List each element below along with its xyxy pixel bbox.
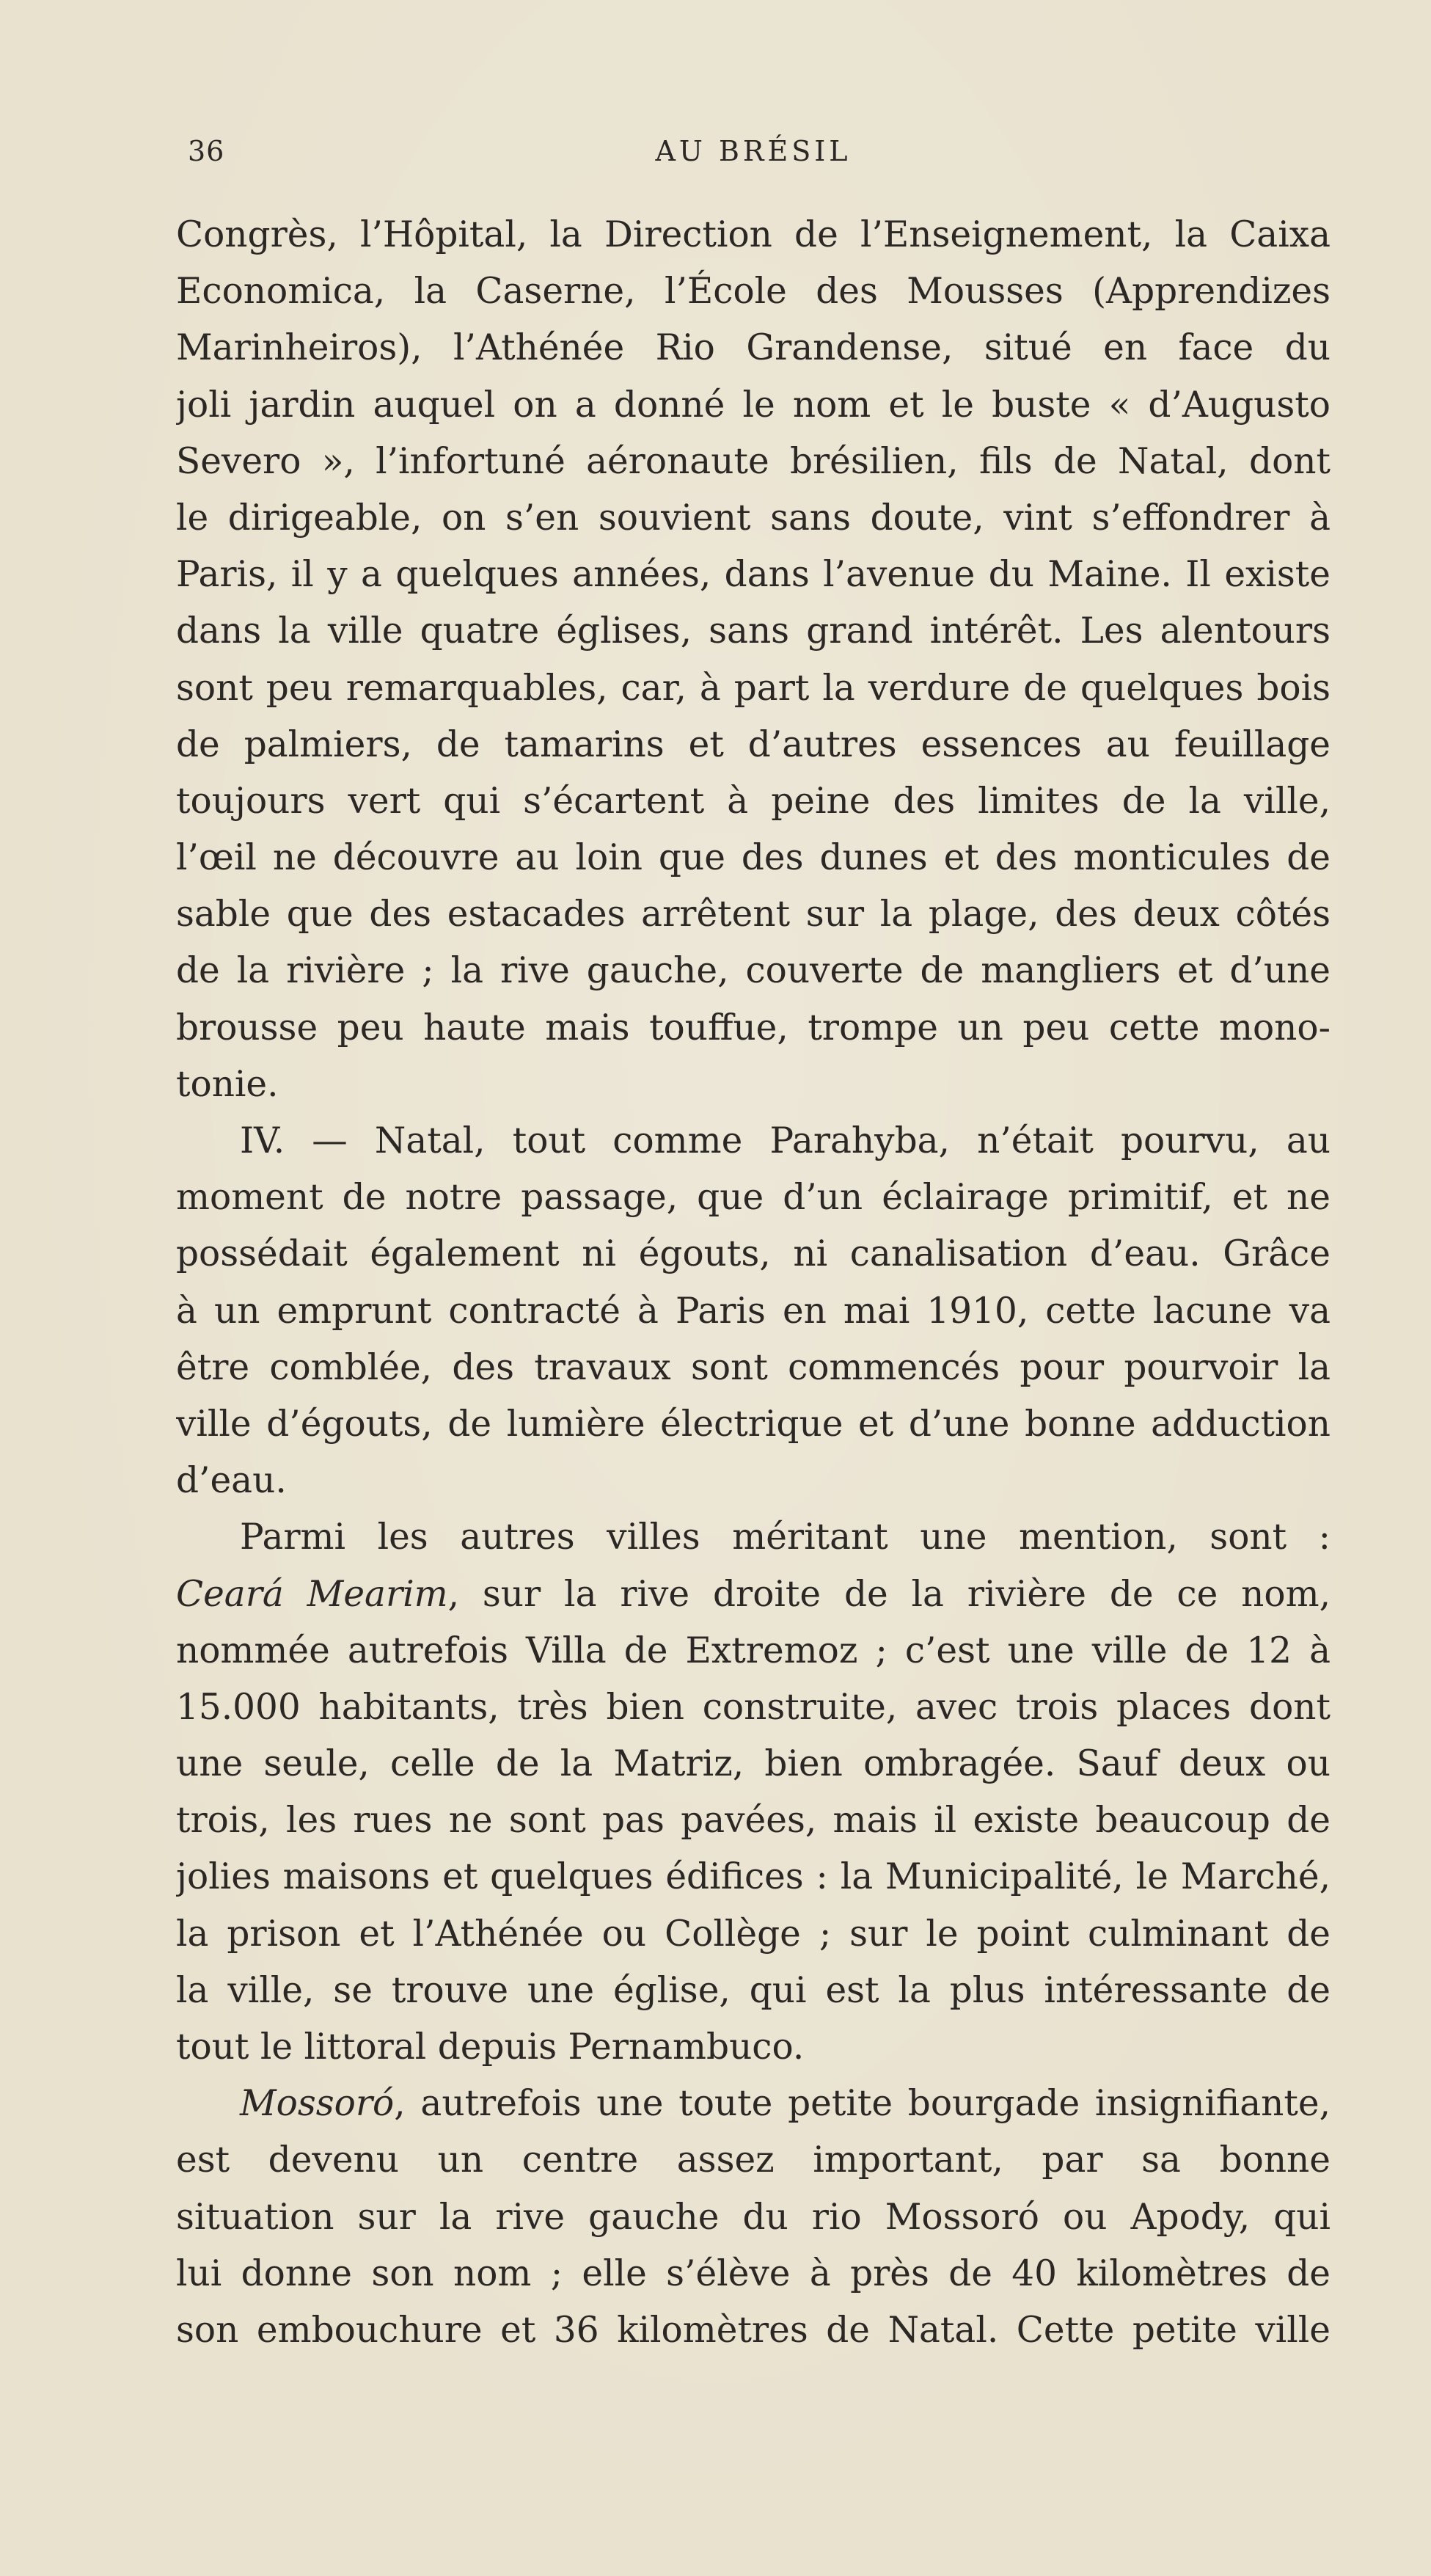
text-run: , autrefois une toute petite bourgade insignifiante, xyxy=(394,2083,1331,2125)
text-line: lui donne son nom ; elle s’élève à près de 40 kilomètres de xyxy=(176,2252,1331,2294)
text-line: moment de notre passage, que d’un éclairage primitif, et ne xyxy=(176,1177,1331,1219)
place-name-italic: Ceará Mearim xyxy=(176,1573,448,1615)
paragraph-start: IV. — Natal, tout comme Parahyba, n’était pourvu, au xyxy=(240,1120,1331,1161)
body-text xyxy=(176,207,1331,2359)
text-line: le dirigeable, on s’en souvient sans doute, vint s’effondrer à xyxy=(176,497,1331,539)
text-line: être comblée, des travaux sont commencés pour pourvoir la xyxy=(176,1346,1331,1388)
place-name-italic: Mossoró xyxy=(240,2083,395,2125)
text-line: est devenu un centre assez important, par sa bonne xyxy=(176,2139,1331,2181)
text-line: d’eau. xyxy=(176,1460,287,1502)
text-line: sont peu remarquables, car, à part la verdure de quelques bois xyxy=(176,667,1331,709)
text-line: tonie. xyxy=(176,1063,279,1105)
text-line: 15.000 habitants, très bien construite, avec trois places dont xyxy=(176,1686,1331,1728)
text-line xyxy=(176,1566,1331,1623)
text-line: une seule, celle de la Matriz, bien ombragée. Sauf deux ou xyxy=(176,1743,1331,1785)
text-line: tout le littoral depuis Pernambuco. xyxy=(176,2026,805,2068)
text-line: Congrès, l’Hôpital, la Direction de l’Enseignement, la Caixa xyxy=(176,214,1331,255)
text-line: jolies maisons et quelques édifices : la Municipalité, le Marché, xyxy=(176,1856,1331,1898)
text-line: de palmiers, de tamarins et d’autres essences au feuillage xyxy=(176,723,1331,765)
text-line: son embouchure et 36 kilomètres de Natal. Cette petite ville xyxy=(176,2309,1331,2351)
text-line: Paris, il y a quelques années, dans l’avenue du Maine. Il existe xyxy=(176,554,1331,596)
text-line: situation sur la rive gauche du rio Mossoró ou Apody, qui xyxy=(176,2196,1331,2238)
text-line: Marinheiros), l’Athénée Rio Grandense, situé en face du xyxy=(176,327,1331,369)
text-line: Severo », l’infortuné aéronaute brésilien, fils de Natal, dont xyxy=(176,440,1331,482)
running-title: AU BRÉSIL xyxy=(655,135,852,167)
text-run: , sur la rive droite de la rivière de ce nom, xyxy=(447,1573,1331,1615)
text-line: nommée autrefois Villa de Extremoz ; c’est une ville de 12 à xyxy=(176,1630,1331,1671)
text-line: toujours vert qui s’écartent à peine des limites de la ville, xyxy=(176,780,1331,822)
text-line: brousse peu haute mais touffue, trompe un peu cette mono- xyxy=(176,1007,1331,1048)
text-line: à un emprunt contracté à Paris en mai 1910, cette lacune va xyxy=(176,1290,1331,1332)
text-line: possédait également ni égouts, ni canalisation d’eau. Grâce xyxy=(176,1233,1331,1275)
paragraph-start: Parmi les autres villes méritant une mention, sont : xyxy=(240,1517,1331,1558)
text-line: trois, les rues ne sont pas pavées, mais il existe beaucoup de xyxy=(176,1800,1331,1842)
paragraph-start xyxy=(176,2076,1331,2132)
page-number: 36 xyxy=(188,135,225,167)
page-header xyxy=(176,135,1331,179)
text-line: sable que des estacades arrêtent sur la plage, des deux côtés xyxy=(176,894,1331,935)
text-line: la prison et l’Athénée ou Collège ; sur le point culminant de xyxy=(176,1913,1331,1955)
text-line: Economica, la Caserne, l’École des Mousses (Apprendizes xyxy=(176,271,1331,313)
text-line: joli jardin auquel on a donné le nom et le buste « d’Augusto xyxy=(176,384,1331,426)
text-line: l’œil ne découvre au loin que des dunes et des monticules de xyxy=(176,837,1331,879)
text-line: la ville, se trouve une église, qui est la plus intéressante de xyxy=(176,1969,1331,2011)
text-line: de la rivière ; la rive gauche, couverte de mangliers et d’une xyxy=(176,950,1331,992)
text-line: ville d’égouts, de lumière électrique et d’une bonne adduction xyxy=(176,1403,1331,1445)
text-line: dans la ville quatre églises, sans grand intérêt. Les alentours xyxy=(176,610,1331,652)
